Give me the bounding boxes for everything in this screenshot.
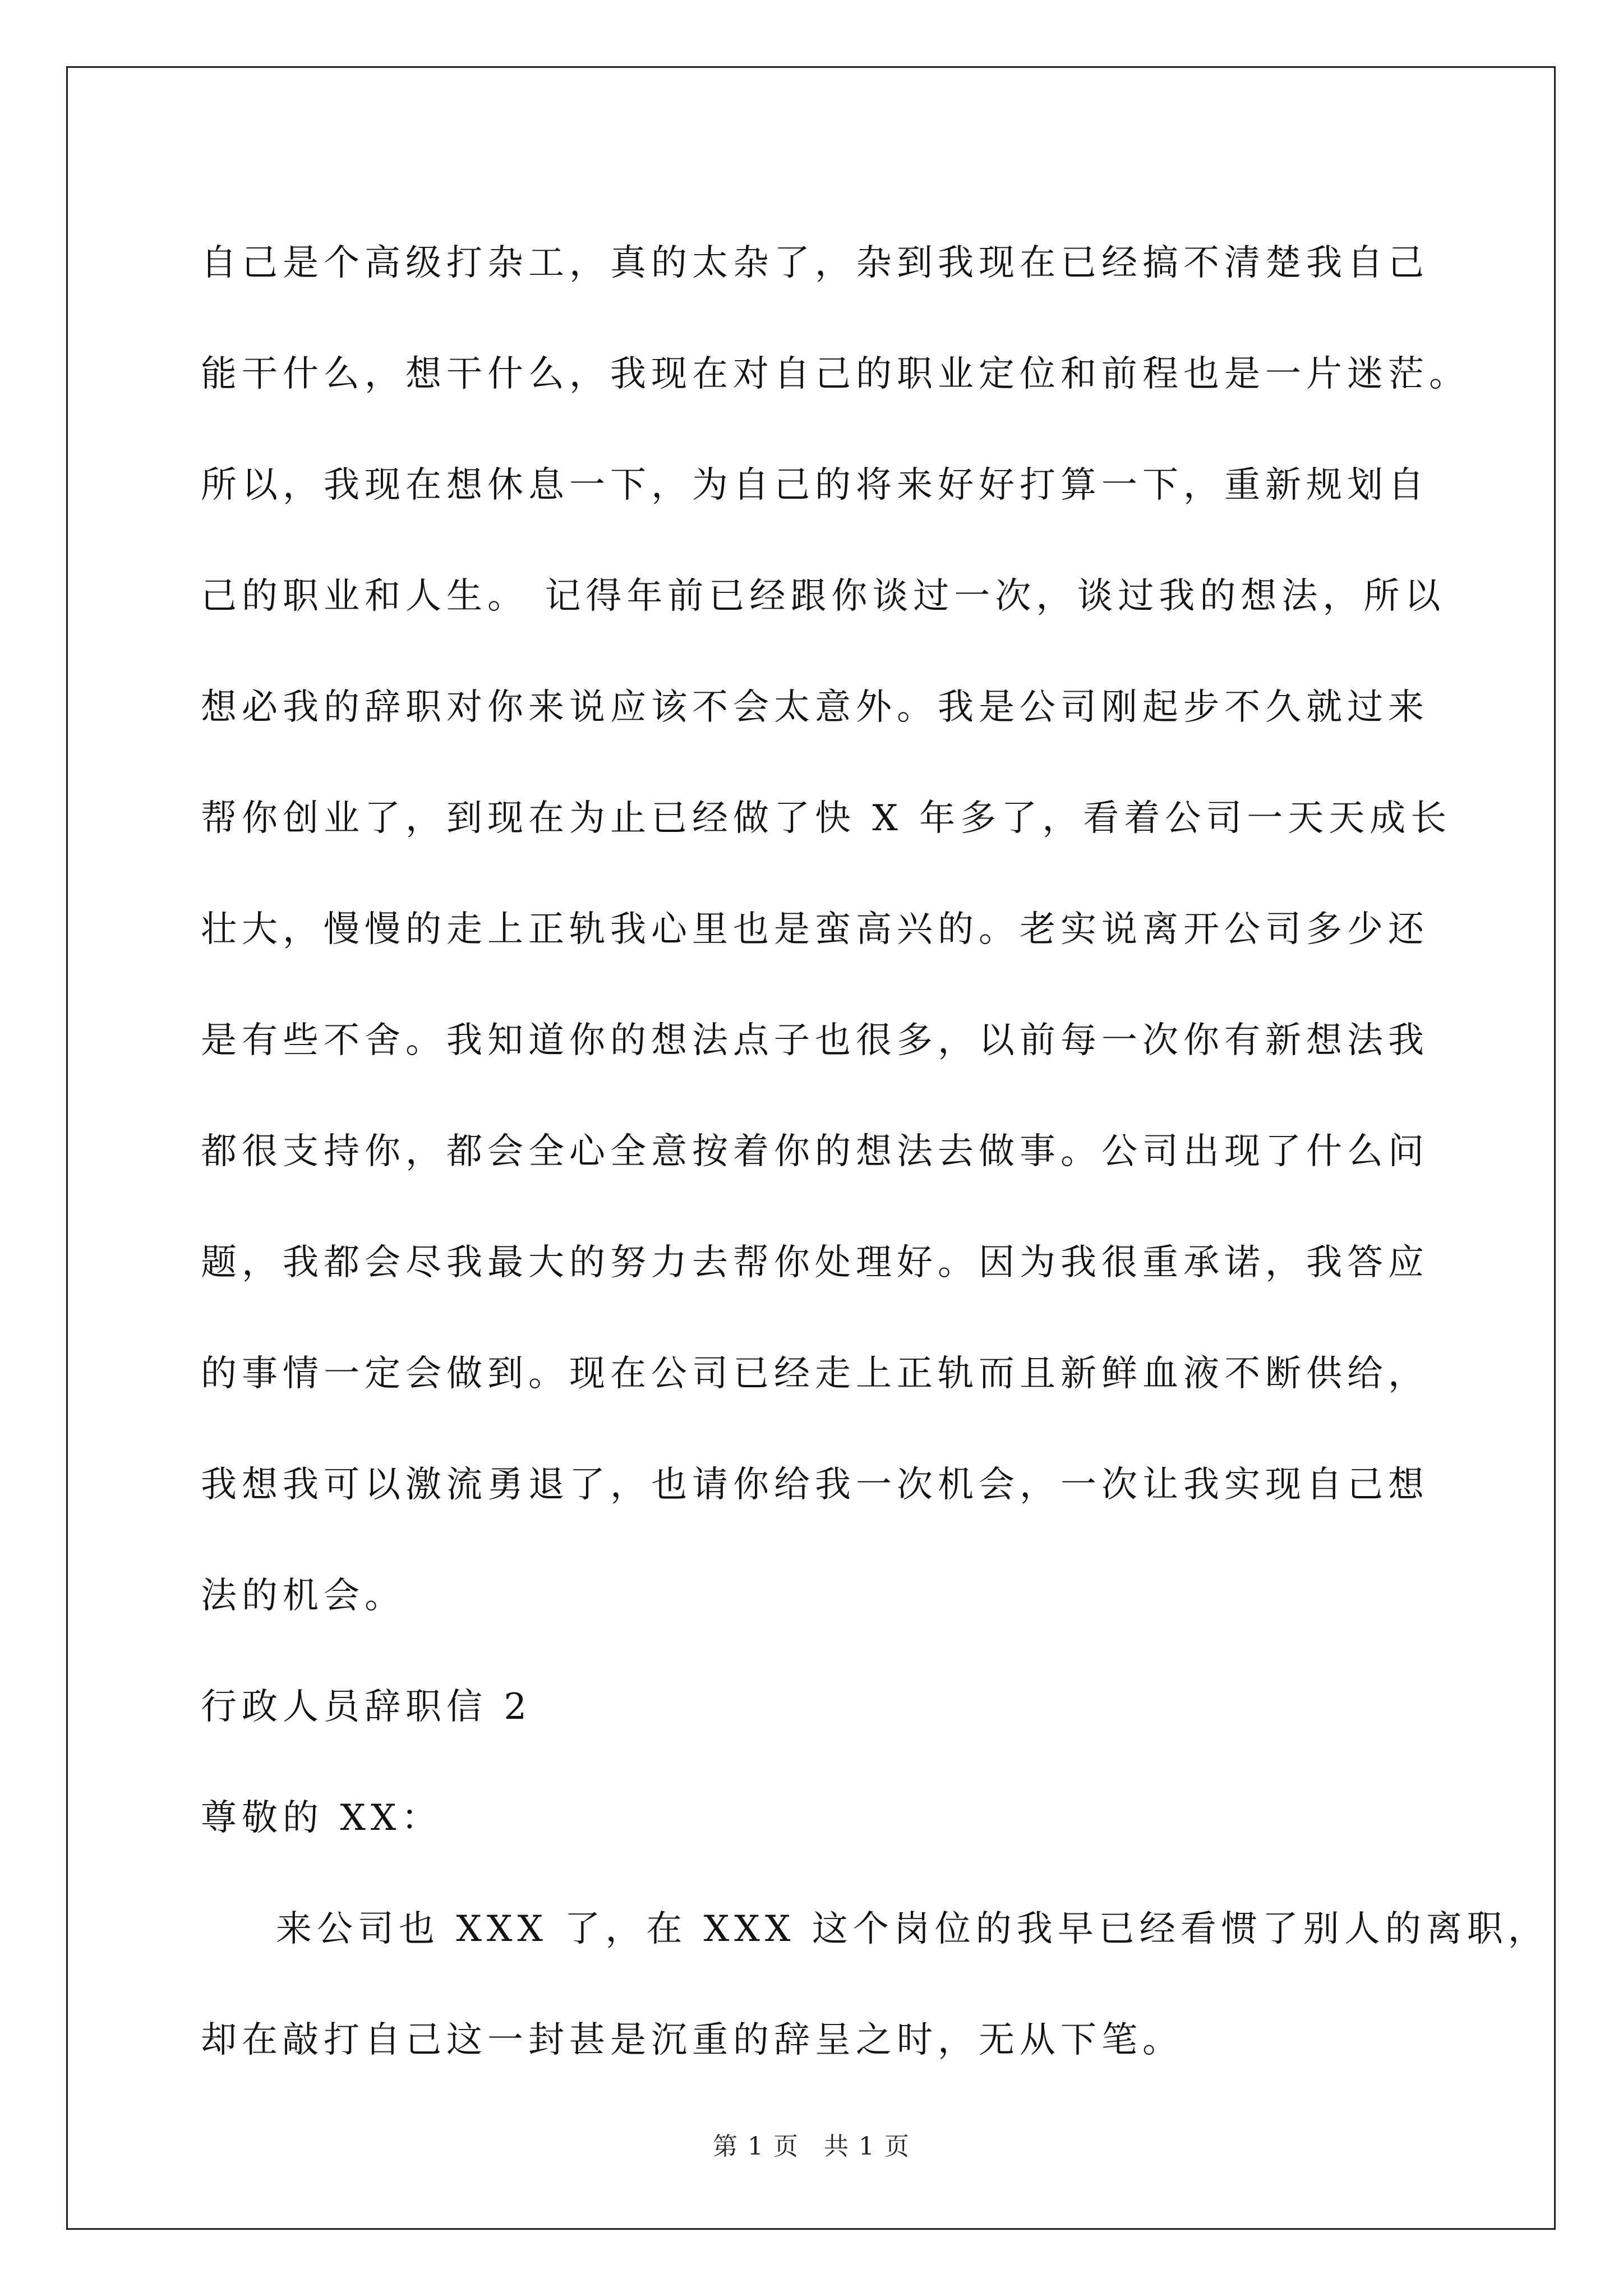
text-line: 是有些不舍。我知道你的想法点子也很多，以前每一次你有新想法我	[201, 1020, 1429, 1061]
text-line: 的事情一定会做到。现在公司已经走上正轨而且新鲜血液不断供给，	[201, 1353, 1429, 1395]
text-line: 自己是个高级打杂工，真的太杂了，杂到我现在已经搞不清楚我自己	[201, 242, 1429, 284]
salutation: 尊敬的 XX：	[201, 1797, 442, 1839]
paragraph-line: 来公司也 XXX 了，在 XXX 这个岗位的我早已经看惯了别人的离职，	[276, 1908, 1549, 1950]
text-line: 都很支持你，都会全心全意按着你的想法去做事。公司出现了什么问	[201, 1131, 1429, 1172]
text-line: 帮你创业了，到现在为止已经做了快 X 年多了，看着公司一天天成长	[201, 798, 1452, 839]
text-line: 想必我的辞职对你来说应该不会太意外。我是公司刚起步不久就过来	[201, 687, 1429, 728]
text-line: 所以，我现在想休息一下，为自己的将来好好打算一下，重新规划自	[201, 464, 1429, 506]
page-number: 第 1 页	[713, 2132, 799, 2161]
text-line: 题，我都会尽我最大的努力去帮你处理好。因为我很重承诺，我答应	[201, 1242, 1429, 1283]
text-line: 己的职业和人生。 记得年前已经跟你谈过一次，谈过我的想法，所以	[201, 576, 1446, 617]
text-line: 我想我可以激流勇退了，也请你给我一次机会，一次让我实现自己想	[201, 1464, 1429, 1506]
page-total: 共 1 页	[824, 2132, 910, 2161]
paragraph-line: 却在敲打自己这一封甚是沉重的辞呈之时，无从下笔。	[201, 2019, 1183, 2061]
text-line: 法的机会。	[201, 1575, 405, 1617]
page-footer	[0, 2126, 1623, 2162]
text-line: 壮大，慢慢的走上正轨我心里也是蛮高兴的。老实说离开公司多少还	[201, 909, 1429, 950]
document-body	[201, 208, 1549, 2096]
section-title: 行政人员辞职信 2	[201, 1686, 532, 1728]
text-line: 能干什么，想干什么，我现在对自己的职业定位和前程也是一片迷茫。	[201, 353, 1470, 395]
